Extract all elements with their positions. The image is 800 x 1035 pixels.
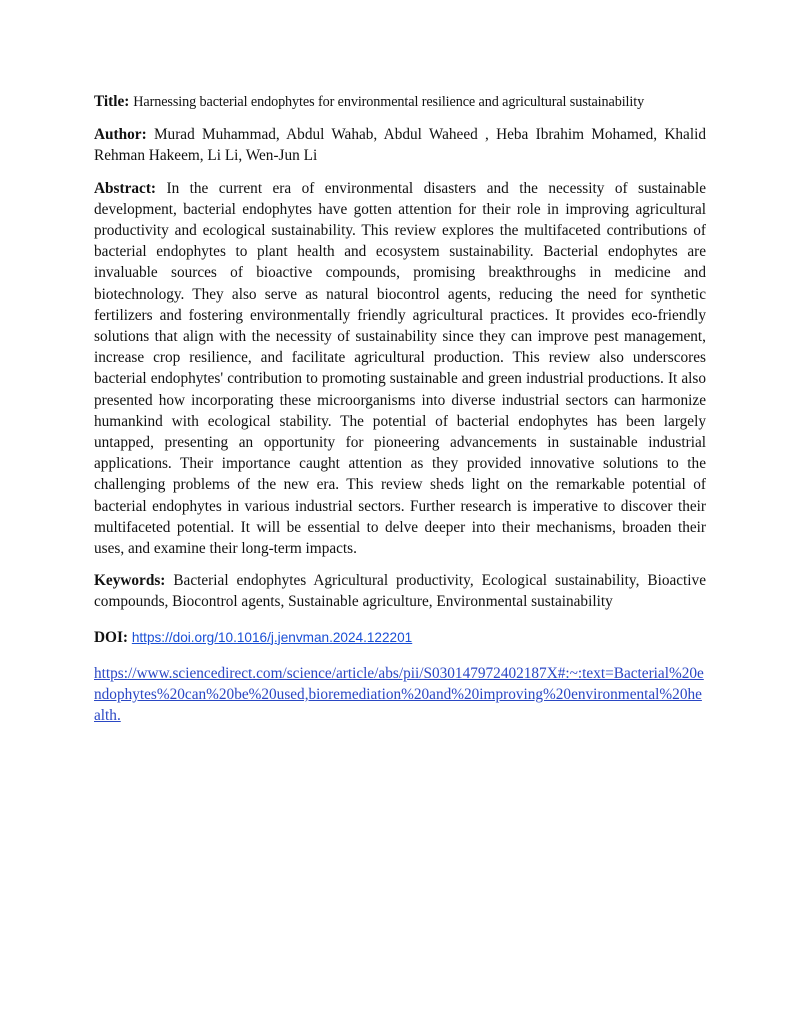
title-label: Title:: [94, 93, 130, 110]
abstract-label: Abstract:: [94, 179, 157, 197]
keywords-text: Bacterial endophytes Agricultural productivity, Ecological sustainability, Bioactive compounds, Biocontrol agents, Sustainable agriculture, Environmental sustainability: [94, 572, 706, 611]
author-label: Author:: [94, 126, 147, 144]
document-content: [94, 91, 706, 726]
keywords-paragraph: [94, 570, 706, 612]
abstract-paragraph: [94, 178, 706, 560]
doi-label: DOI:: [94, 628, 128, 646]
title-paragraph: [94, 91, 706, 113]
source-article-link[interactable]: https://www.sciencedirect.com/science/article/abs/pii/S030147972402187X#:~:text=Bacterial%20endophytes%20can%20be%20used,bioremediation%20and%20improving%20environmental%20health.: [94, 664, 704, 725]
author-text: Murad Muhammad, Abdul Wahab, Abdul Waheed , Heba Ibrahim Mohamed, Khalid Rehman Hakeem, Li Li, Wen-Jun Li: [94, 126, 706, 165]
title-text: Harnessing bacterial endophytes for environmental resilience and agricultural sustainability: [133, 94, 645, 110]
author-paragraph: [94, 124, 706, 166]
doi-link[interactable]: https://doi.org/10.1016/j.jenvman.2024.122201: [131, 629, 413, 645]
keywords-label: Keywords:: [94, 572, 166, 590]
doi-paragraph: [94, 627, 706, 648]
abstract-text: In the current era of environmental disasters and the necessity of sustainable development, bacterial endophytes have gotten attention for their role in improving agricultural productivity and ecological sustainability. This review explores the multifaceted contributions of bacterial endophytes to plant health and ecosystem sustainability. Bacterial endophytes are invaluable sources of bioactive compounds, promising breakthroughs in medicine and biotechnology. They also serve as natural biocontrol agents, reducing the need for synthetic fertilizers and fostering environmentally friendly agricultural practices. It provides eco-friendly solutions that align with the necessity of sustainability since they can improve pest management, increase crop resilience, and facilitate agricultural production. This review also underscores bacterial endophytes' contribution to promoting sustainable and green industrial productions. It also presented how incorporating these microorganisms into diverse industrial sectors can harmonize humankind with ecological stability. The potential of bacterial endophytes has been largely untapped, presenting an opportunity for pioneering advancements in sustainable industrial applications. Their importance caught attention as they provided innovative solutions to the challenging problems of the new era. This review sheds light on the remarkable potential of bacterial endophytes in various industrial sectors. Further research is imperative to discover their multifaceted potential. It will be essential to delve deeper into their mechanisms, broaden their uses, and examine their long-term impacts.: [94, 179, 706, 558]
